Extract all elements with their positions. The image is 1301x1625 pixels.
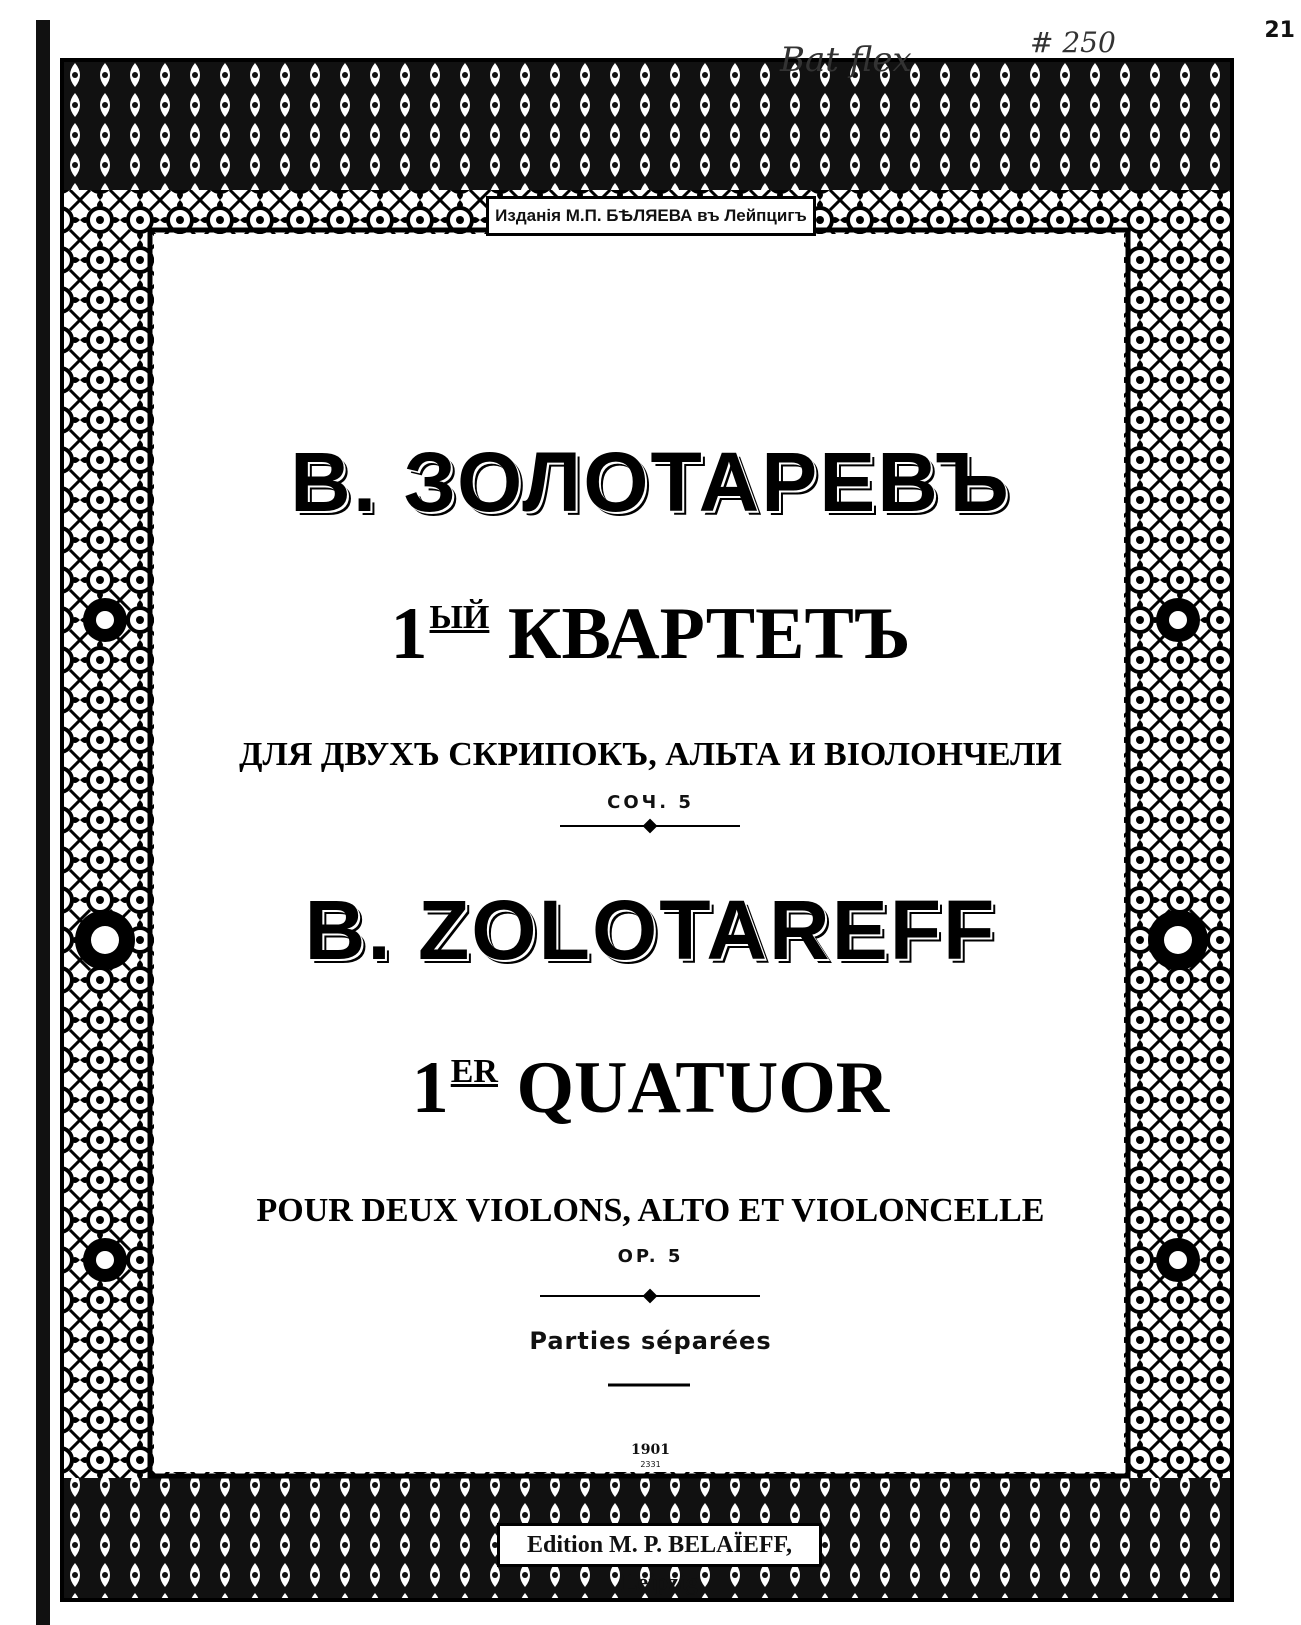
- plate-number: 2331: [640, 1460, 661, 1469]
- instrumentation-fr: POUR DEUX VIOLONS, ALTO ET VIOLONCELLE: [256, 1192, 1045, 1229]
- opus-ru: СОЧ. 5: [607, 792, 694, 813]
- parts-label: Parties séparées: [529, 1327, 772, 1355]
- instrumentation-ru: ДЛЯ ДВУХЪ СКРИПОКЪ, АЛЬТА И ВІОЛОНЧЕЛИ: [239, 736, 1062, 773]
- publisher-label-bottom: Edition M. P. BELAÏEFF, Leipzig: [497, 1523, 822, 1567]
- work-title-ru: [0, 592, 1301, 677]
- work-title-fr: [0, 1046, 1301, 1131]
- year: 1901: [631, 1442, 670, 1458]
- work-number-fr: 1: [411, 1047, 449, 1129]
- publisher-label-top: Изданія М.П. БѢЛЯЕВА въ Лейпцигъ: [486, 196, 816, 236]
- opus-fr: OP. 5: [617, 1246, 684, 1267]
- corner-number: 21: [1264, 18, 1295, 43]
- work-number-ru: 1: [390, 593, 428, 675]
- handwritten-price: # 250: [1030, 26, 1116, 59]
- work-name-fr: QUATUOR: [516, 1047, 890, 1129]
- work-number-suffix-fr: ER: [450, 1053, 498, 1090]
- handwritten-note: Bat flex: [780, 40, 912, 80]
- composer-name-ru: В. ЗОЛОТАРЕВЪ: [290, 435, 1011, 529]
- composer-name-fr: B. ZOLOTAREFF: [304, 883, 997, 977]
- work-number-suffix-ru: ЫЙ: [429, 599, 490, 636]
- work-name-ru: КВАРТЕТЪ: [507, 593, 911, 675]
